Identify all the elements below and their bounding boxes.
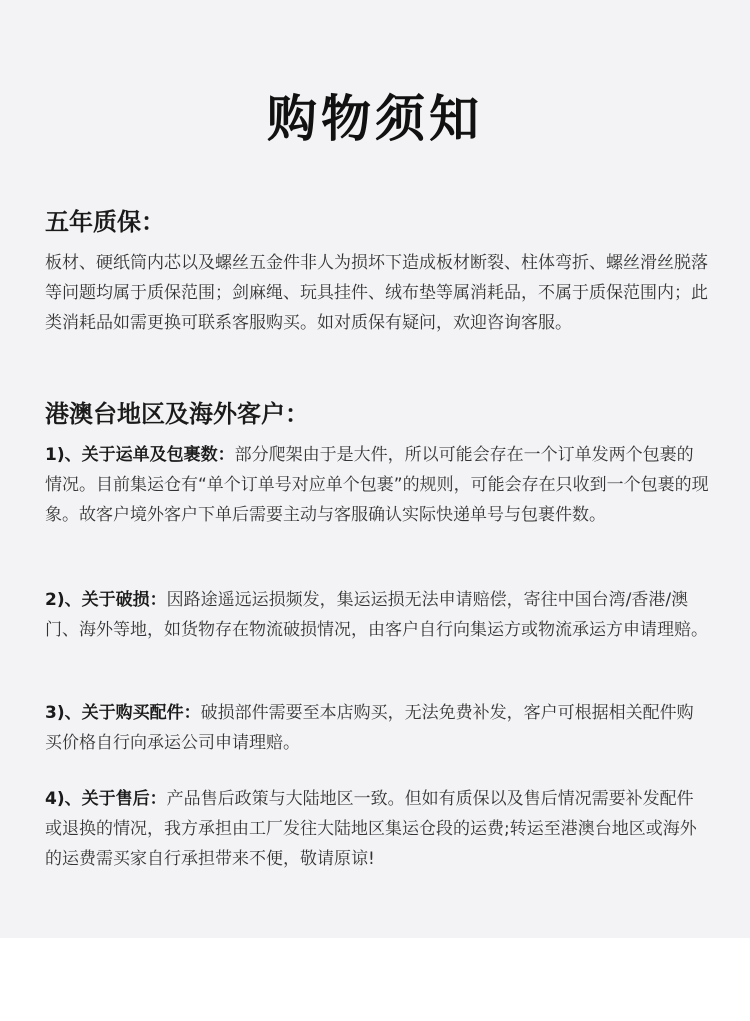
- overseas-item-1: [45, 440, 710, 530]
- warranty-body: 板材、硬纸筒内芯以及螺丝五金件非人为损坏下造成板材断裂、柱体弯折、螺丝滑丝脱落等问题均属于质保范围；剑麻绳、玩具挂件、绒布垫等属消耗品，不属于质保范围内；此类消耗品如需更换可联系客服购买。如对质保有疑问，欢迎咨询客服。: [45, 253, 708, 333]
- overseas-item-2-text: 因路途遥远运损频发，集运运损无法申请赔偿，寄往中国台湾/香港/澳门、海外等地，如货物存在物流破损情况，由客户自行向集运方或物流承运方申请理赔。: [45, 590, 708, 640]
- overseas-item-3: [45, 698, 710, 758]
- overseas-item-3-label: 3)、关于购买配件：: [45, 703, 201, 723]
- overseas-item-3-text: 破损部件需要至本店购买，无法免费补发，客户可根据相关配件购买价格自行向承运公司申请理赔。: [45, 703, 694, 753]
- overseas-item-4-label: 4)、关于售后：: [45, 789, 167, 809]
- overseas-item-2-label: 2)、关于破损：: [45, 590, 167, 610]
- overseas-item-4-text: 产品售后政策与大陆地区一致。但如有质保以及售后情况需要补发配件或退换的情况，我方承担由工厂发往大陆地区集运仓段的运费;转运至港澳台地区或海外的运费需买家自行承担带来不便，敬请原谅!: [45, 789, 697, 869]
- overseas-item-4: [45, 784, 710, 874]
- overseas-heading: 港澳台地区及海外客户：: [45, 400, 309, 428]
- overseas-item-1-text: 部分爬架由于是大件，所以可能会存在一个订单发两个包裹的情况。目前集运仓有“单个订单号对应单个包裹”的规则，可能会存在只收到一个包裹的现象。故客户境外客户下单后需要主动与客服确认实际快递单号与包裹件数。: [45, 445, 709, 525]
- overseas-item-2: [45, 585, 710, 645]
- page-title: 购物须知: [267, 90, 483, 148]
- overseas-item-1-label: 1)、关于运单及包裹数：: [45, 445, 235, 465]
- warranty-heading: 五年质保：: [45, 208, 165, 236]
